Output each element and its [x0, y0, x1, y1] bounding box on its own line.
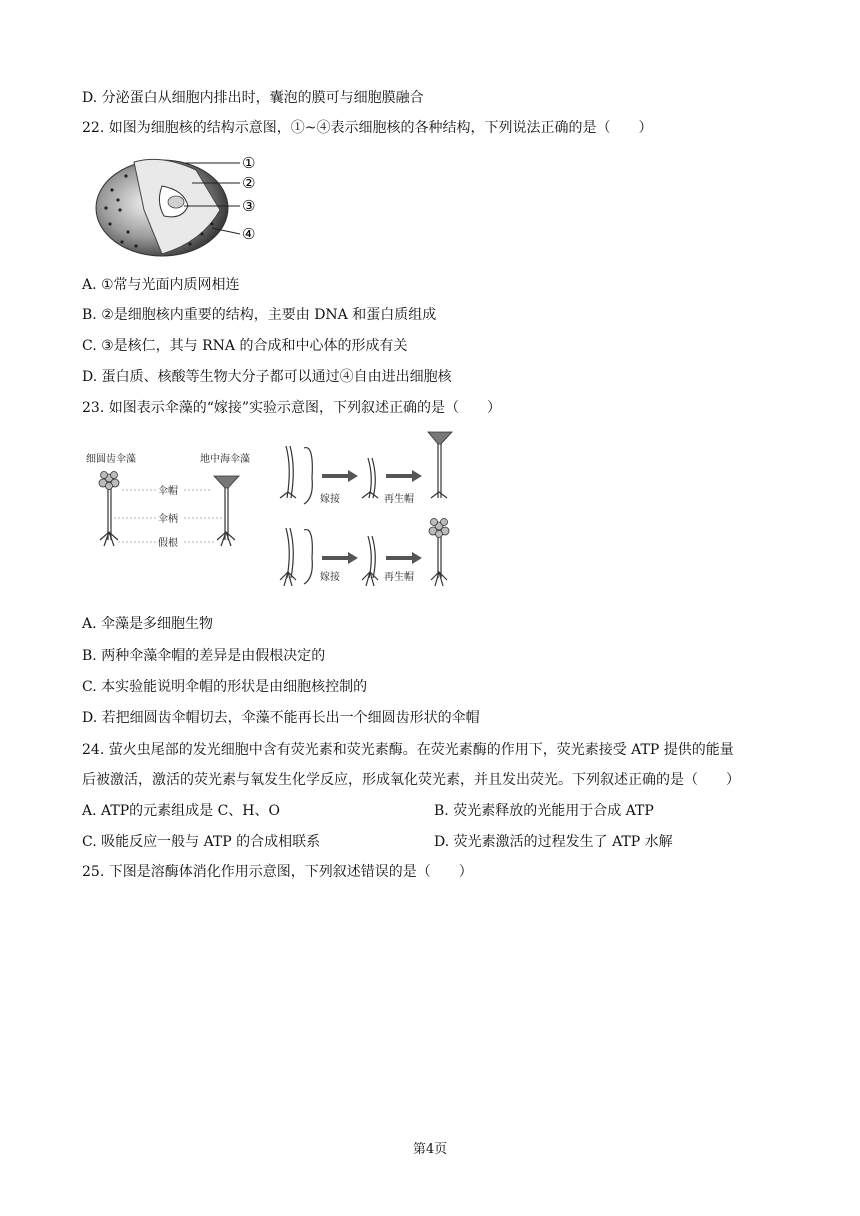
q23-option-d: D. 若把细圆齿伞帽切去，伞藻不能再长出一个细圆齿形状的伞帽 — [82, 710, 480, 726]
q24-option-c: C. 吸能反应一般与 ATP 的合成相联系 — [82, 834, 321, 850]
label-2: ② — [242, 174, 256, 192]
graft-label-bottom: 嫁接 — [320, 572, 340, 583]
species1-label: 细圆齿伞藻 — [86, 454, 136, 465]
label-3: ③ — [242, 197, 256, 215]
label-4: ④ — [242, 225, 256, 243]
q25-stem: 25. 下图是溶酶体消化作用示意图，下列叙述错误的是（ ） — [82, 864, 473, 880]
nucleus-figure — [92, 150, 272, 260]
q22-option-b: B. ②是细胞核内重要的结构，主要由 DNA 和蛋白质组成 — [82, 307, 437, 323]
regen-label-bottom: 再生帽 — [384, 572, 414, 583]
graft-label-top: 嫁接 — [320, 494, 340, 505]
regen-label-top: 再生帽 — [384, 494, 414, 505]
q22-option-a: A. ①常与光面内质网相连 — [82, 277, 240, 293]
q21-option-d: D. 分泌蛋白从细胞内排出时，囊泡的膜可与细胞膜融合 — [82, 90, 424, 106]
root-label: 假根 — [158, 538, 178, 549]
q23-stem: 23. 如图表示伞藻的“嫁接”实验示意图，下列叙述正确的是（ ） — [82, 400, 502, 416]
grafting-figure — [82, 428, 472, 598]
q23-option-a: A. 伞藻是多细胞生物 — [82, 616, 214, 632]
q24-stem-line1: 24. 萤火虫尾部的发光细胞中含有荧光素和荧光素酶。在荧光素酶的作用下，荧光素接受 ATP 提供的能量 — [82, 742, 734, 758]
q23-option-b: B. 两种伞藻伞帽的差异是由假根决定的 — [82, 648, 326, 664]
q22-option-c: C. ③是核仁，其与 RNA 的合成和中心体的形成有关 — [82, 338, 408, 354]
q24-option-d: D. 荧光素激活的过程发生了 ATP 水解 — [434, 834, 673, 850]
q24-stem-line2: 后被激活，激活的荧光素与氧发生化学反应，形成氧化荧光素，并且发出荧光。下列叙述正确的是（ ） — [82, 772, 740, 788]
q22-stem: 22. 如图为细胞核的结构示意图，①~④表示细胞核的各种结构，下列说法正确的是（ ） — [82, 120, 653, 136]
q22-option-d: D. 蛋白质、核酸等生物大分子都可以通过④自由进出细胞核 — [82, 369, 452, 385]
stalk-label: 伞柄 — [158, 514, 178, 525]
q24-option-a: A. ATP的元素组成是 C、H、O — [82, 803, 280, 819]
label-1: ① — [242, 154, 256, 172]
q23-option-c: C. 本实验能说明伞帽的形状是由细胞核控制的 — [82, 679, 368, 695]
page-number: 第4页 — [412, 1142, 448, 1157]
q24-option-b: B. 荧光素释放的光能用于合成 ATP — [434, 803, 654, 819]
cap-label: 伞帽 — [158, 486, 178, 497]
species2-label: 地中海伞藻 — [200, 454, 250, 465]
